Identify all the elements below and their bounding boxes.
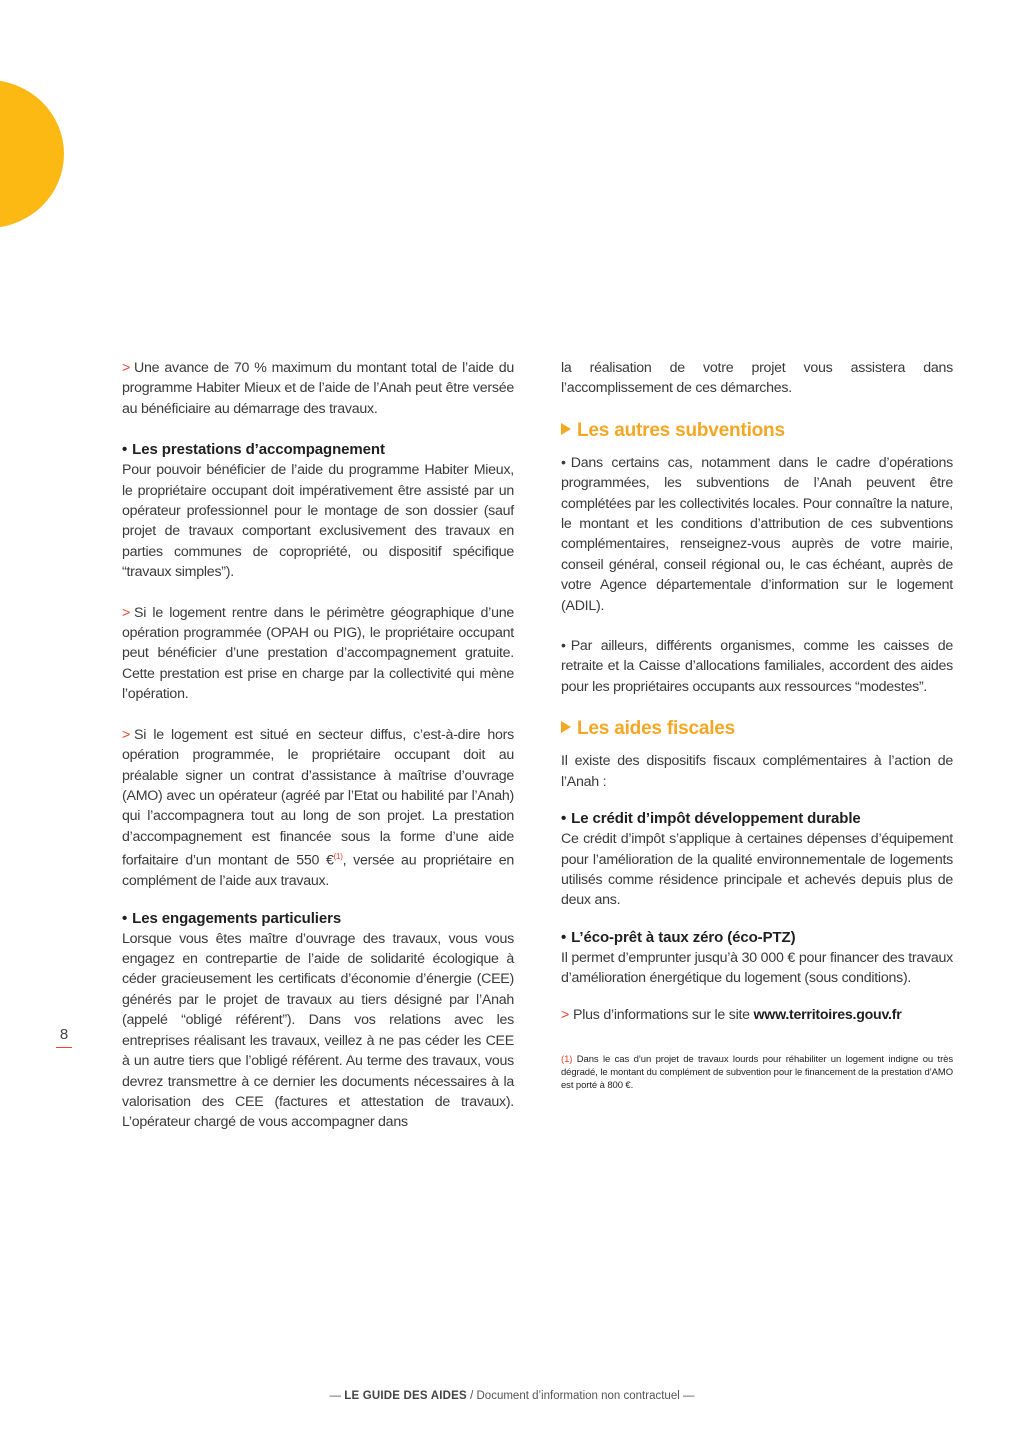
left-column <box>122 358 514 1133</box>
paragraph-engagements: Lorsque vous êtes maître d’ouvrage des travaux, vous vous engagez en contrepartie de l’aide de solidarité écologique à céder gracieusement les certificats d’économie d’énergie (CEE) générés par le projet de travaux au tiers désigné par l’Anah (appelé “obligé référent”). Dans vos relations avec les entreprises réalisant les travaux, veillez à ne pas céder les CEE à un autre tiers que l’obligé référent. Au terme des travaux, vous devrez transmettre à ce dernier les documents nécessaires à la valorisation des CEE (factures et attestation de travaux). L’opérateur chargé de vous accompagner dans <box>122 930 514 1131</box>
decorative-yellow-circle <box>0 80 64 228</box>
paragraph-secteur-diffus: > Si le logement est situé en secteur diffus, c’est-à-dire hors opération programmée, le propriétaire occupant doit au préalable signer un contrat d’assistance à maîtrise d’ouvrage (AMO) avec un opérateur (agréé par l’Etat ou habilité par l’Anah) qui l’accompagnera tout au long de son projet. La prestation d’accompagnement est financée sous la forme d’une aide forfaitaire d’un montant de 550 €$^{(1)}$, versée au propriétaire en complément de l’aide aux travaux. <box>122 726 514 890</box>
paragraph-organismes: • Par ailleurs, différents organismes, comme les caisses de retraite et la Caisse d’allocations familiales, accordent des aides pour les propriétaires occupants aux ressources “modestes”. <box>561 638 953 695</box>
paragraph-dispositifs-fiscaux: Il existe des dispositifs fiscaux complémentaires à l’action de l’Anah : <box>561 753 953 790</box>
page-footer: — LE GUIDE DES AIDES / Document d’information non contractuel — <box>329 1390 695 1402</box>
footnote: (1) Dans le cas d’un projet de travaux lourds pour réhabiliter un logement indigne ou très dégradé, le montant du complément de subvention pour le financement de la prestation d’AMO est porté à 800 €. <box>561 1053 953 1091</box>
heading-engagements: • Les engagements particuliers <box>122 909 342 927</box>
heading-eco-ptz: • L’éco-prêt à taux zéro (éco-PTZ) <box>561 928 796 946</box>
more-info-line: > Plus d’informations sur le site www.territoires.gouv.fr <box>561 1006 902 1023</box>
arrow-marker-icon: > <box>122 726 131 743</box>
heading-credit-impot: • Le crédit d’impôt développement durable <box>561 810 861 828</box>
paragraph-collectivites: • Dans certains cas, notamment dans le cadre d’opérations programmées, les subventions de l’Anah peuvent être complétées par les collectivités locales. Pour connaître la nature, le montant et les conditions d’attribution de ces subventions complémentaires, renseignez-vous auprès de votre mairie, conseil général, conseil régional ou, le cas échéant, auprès de votre Agence départementale d’information sur le logement (ADIL). <box>561 454 953 614</box>
footer-title: LE GUIDE DES AIDES <box>344 1390 467 1402</box>
website-link[interactable]: www.territoires.gouv.fr <box>753 1006 902 1023</box>
heading-accompagnement: • Les prestations d’accompagnement <box>122 441 385 459</box>
paragraph-operation-programmee: > Si le logement rentre dans le périmètre géographique d’une opération programmée (OPAH ou PIG), le propriétaire occupant peut bénéficier d’une prestation d’accompagnement gratuite. Cette prestation est prise en charge par la collectivité qui mène l’opération. <box>122 604 514 703</box>
footnote-reference: (1) <box>333 852 343 862</box>
paragraph-accompagnement: Pour pouvoir bénéficier de l’aide du programme Habiter Mieux, le propriétaire occupant doit impérativement être assisté par un opérateur professionnel pour le montage de son dossier (sauf projet de travaux comportant exclusivement des travaux en parties communes de copropriété, ou dispositif spécifique “travaux simples”). <box>122 462 514 581</box>
paragraph-avance: > Une avance de 70 % maximum du montant total de l’aide du programme Habiter Mieux et de l’aide de l’Anah peut être versée au bénéficiaire au démarrage des travaux. <box>122 360 514 417</box>
paragraph-continuation: la réalisation de votre projet vous assistera dans l’accomplissement de ces démarches. <box>561 360 953 397</box>
paragraph-eco-ptz: Il permet d’emprunter jusqu’à 30 000 € pour financer des travaux d’amélioration énergétique du logement (sous conditions). <box>561 949 953 987</box>
right-column <box>561 358 953 1092</box>
triangle-bullet-icon <box>561 721 571 733</box>
paragraph-credit-impot: Ce crédit d’impôt s’applique à certaines dépenses d’équipement pour l’amélioration de la qualité environnementale de logements utilisés comme résidence principale et achevés depuis plus de deux ans. <box>561 831 953 909</box>
arrow-marker-icon: > <box>122 360 131 376</box>
section-title-aides-fiscales: Les aides fiscales <box>561 717 953 741</box>
triangle-bullet-icon <box>561 423 571 435</box>
page-number: 8 <box>56 1026 72 1048</box>
section-title-autres-subventions: Les autres subventions <box>561 419 953 443</box>
arrow-marker-icon: > <box>561 1006 570 1023</box>
arrow-marker-icon: > <box>122 604 131 621</box>
